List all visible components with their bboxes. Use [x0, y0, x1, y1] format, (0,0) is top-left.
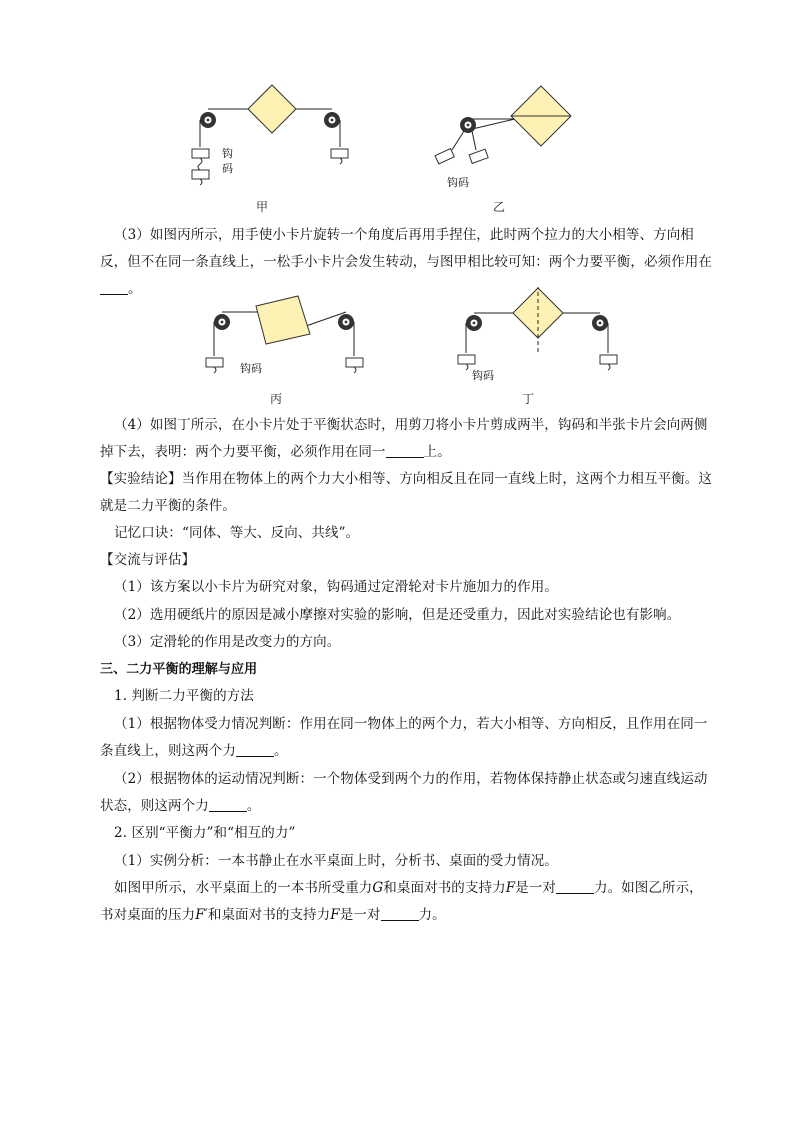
answer-blank-method-2[interactable] [209, 797, 247, 812]
answer-blank-mutual[interactable] [381, 906, 419, 921]
symbol-F: F [505, 880, 516, 896]
symbol-F-prime: F′ [195, 907, 208, 923]
hook-weight-label: 钩码 [240, 362, 262, 375]
figure-yi [430, 82, 580, 189]
paragraph-step-4 [100, 412, 715, 466]
symbol-G: G [372, 880, 384, 896]
mnemonic-text: 记忆口诀：“同体、等大、反向、共线”。 [114, 525, 360, 541]
analysis-text-b: 和桌面对书的支持力 [383, 880, 506, 896]
answer-blank-method-1[interactable] [236, 742, 274, 757]
step-4-text: （4）如图丁所示，在小卡片处于平衡状态时，用剪刀将小卡片剪成两半，钩码和半张卡片会向两侧掉下去，表明：两个力要平衡，必须作用在同一 [100, 417, 708, 460]
evaluation-item-1 [100, 574, 715, 601]
caption-jia: 甲 [256, 200, 269, 214]
step-3-text: （3）如图丙所示，用手使小卡片旋转一个角度后再用手捏住，此时两个拉力的大小相等、方向相反，但不在同一条直线上，一松手小卡片会发生转动，与图甲相比较可知：两个力要平衡，必须作用在 [100, 227, 712, 270]
analysis-text-f: 是一对 [339, 907, 381, 923]
analysis-text-e: 和桌面对书的支持力 [207, 907, 331, 923]
answer-blank-3[interactable] [100, 280, 128, 295]
analysis-text-c: 是一对 [515, 880, 556, 896]
step-4-end: 上。 [423, 444, 451, 460]
analysis-text-d: 力。如图乙所示，书对桌面的压力 [100, 880, 703, 923]
evaluation-item-2 [100, 602, 715, 629]
figure-bing-diagram [198, 292, 368, 382]
analysis-text-a: 如图甲所示，水平桌面上的一本书所受重力 [114, 880, 373, 896]
method-title [100, 683, 715, 710]
step-3-end: 。 [128, 281, 142, 297]
hook-weight-label: 钩码 [222, 147, 233, 175]
method-item-1 [100, 711, 715, 765]
evaluation-text-1: （1）该方案以小卡片为研究对象，钩码通过定滑轮对卡片施加力的作用。 [114, 579, 558, 595]
answer-blank-balanced[interactable] [556, 879, 594, 894]
figure-bing [198, 292, 368, 382]
figure-jia-diagram [186, 82, 356, 190]
figure-ding [452, 287, 622, 382]
distinguish-title-text: 2. 区别“平衡力”和“相互的力” [114, 825, 296, 841]
analysis-text-g: 力。 [418, 907, 446, 923]
experiment-conclusion: 【实验结论】当作用在物体上的两个力大小相等、方向相反且在同一直线上时，这两个力相互平衡。这就是二力平衡的条件。 [100, 471, 712, 514]
method-text-2: （2）根据物体的运动情况判断：一个物体受到两个力的作用，若物体保持静止状态或匀速直线运动状态，则这两个力 [100, 771, 708, 814]
force-analysis [100, 875, 715, 929]
example-text: （1）实例分析：一本书静止在水平桌面上时，分析书、桌面的受力情况。 [114, 853, 558, 869]
distinguish-title [100, 820, 715, 847]
method-2-end: 。 [246, 798, 261, 814]
evaluation-title: 【交流与评估】 [100, 552, 196, 568]
method-item-2 [100, 766, 715, 820]
section-title-3: 三、二力平衡的理解与应用 [100, 662, 258, 677]
hook-weight-label: 钩码 [472, 369, 494, 382]
method-1-end: 。 [274, 743, 288, 759]
hook-weight-label: 钩码 [447, 176, 469, 189]
evaluation-item-3 [100, 629, 715, 656]
answer-blank-4[interactable] [386, 443, 424, 458]
paragraph-step-3 [100, 222, 715, 303]
figure-jia [186, 82, 356, 190]
mnemonic [100, 520, 715, 547]
example-analysis [100, 848, 715, 875]
evaluation-text-3: （3）定滑轮的作用是改变力的方向。 [114, 634, 341, 650]
caption-ding: 丁 [522, 392, 535, 406]
evaluation-text-2: （2）选用硬纸片的原因是减小摩擦对实验的影响，但是还受重力，因此对实验结论也有影响。 [114, 607, 681, 623]
method-title-text: 1. 判断二力平衡的方法 [114, 688, 254, 704]
figure-yi-diagram [430, 82, 580, 182]
symbol-F-2: F [330, 907, 340, 923]
caption-yi: 乙 [493, 200, 506, 214]
caption-bing: 丙 [270, 392, 283, 406]
method-text-1: （1）根据物体受力情况判断：作用在同一物体上的两个力，若大小相等、方向相反，且作用在同一条直线上，则这两个力 [100, 716, 708, 759]
